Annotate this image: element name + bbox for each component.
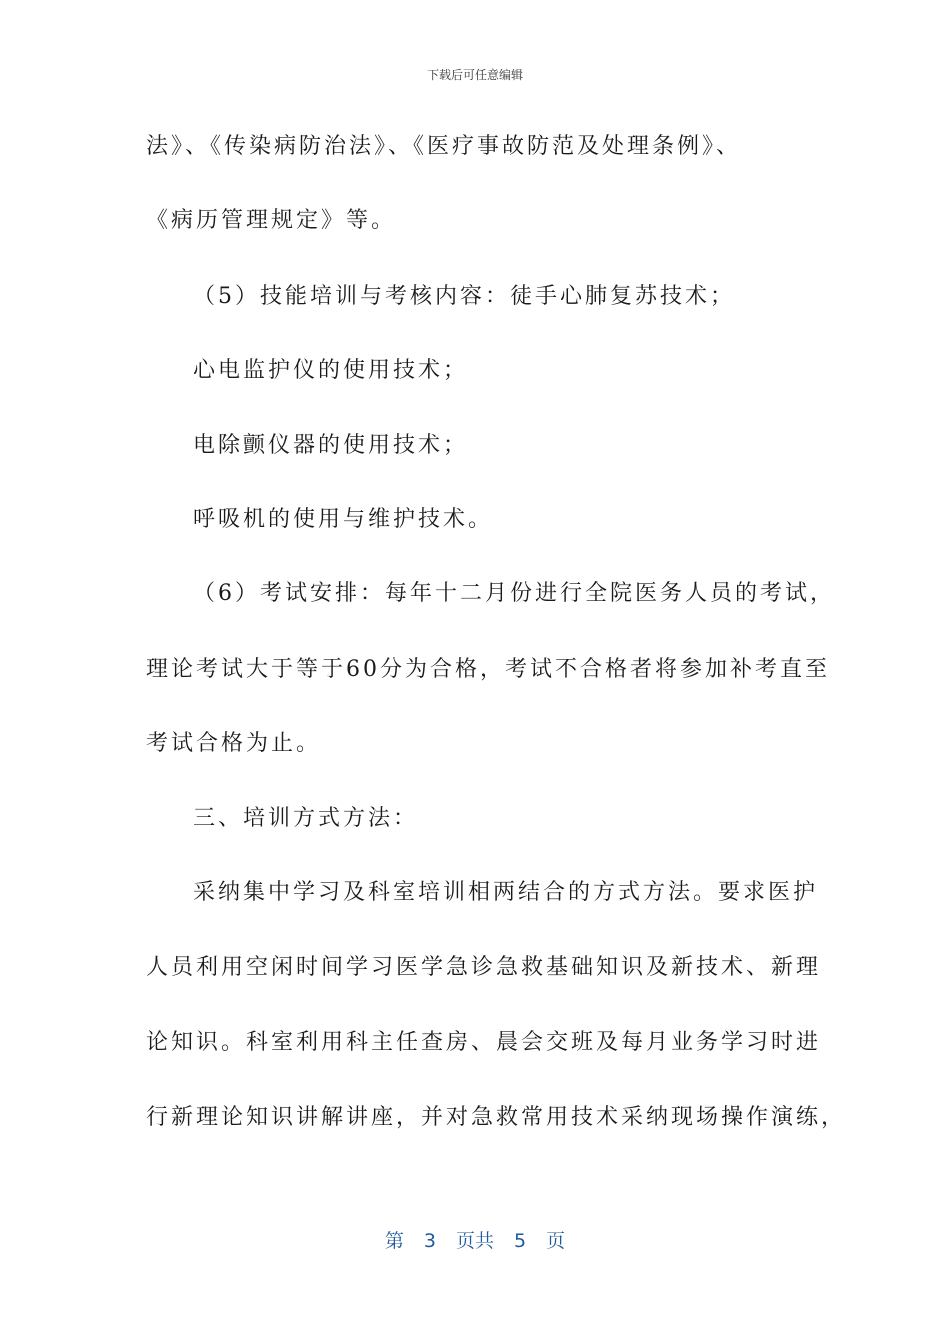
footer-current-page: 3 — [423, 1230, 436, 1252]
body-line-14: 行新理论知识讲解讲座，并对急救常用技术采纳现场操作演练， — [146, 1105, 847, 1130]
body-line-13: 论知识。科室利用科主任查房、晨会交班及每月业务学习时进 — [146, 1030, 822, 1055]
body-line-5: 电除颤仪器的使用技术； — [193, 433, 469, 458]
body-line-3: （5）技能培训与考核内容：徒手心肺复苏技术； — [193, 284, 735, 309]
page-footer — [0, 1226, 950, 1253]
body-line-2: 《病历管理规定》等。 — [146, 208, 397, 233]
footer-suffix: 页 — [546, 1230, 566, 1252]
body-line-4: 心电监护仪的使用技术； — [193, 358, 469, 383]
body-line-1: 法》、《传染病防治法》、《医疗事故防范及处理条例》、 — [146, 134, 742, 159]
body-line-8: 理论考试大于等于60分为合格，考试不合格者将参加补考直至 — [146, 657, 830, 682]
footer-middle: 页共 — [455, 1230, 494, 1252]
body-line-7: （6）考试安排：每年十二月份进行全院医务人员的考试， — [193, 581, 835, 606]
body-line-11: 采纳集中学习及科室培训相两结合的方式方法。要求医护 — [193, 880, 819, 905]
body-line-6: 呼吸机的使用与维护技术。 — [193, 507, 494, 532]
body-line-10: 三、培训方式方法： — [193, 806, 419, 831]
body-line-12: 人员利用空闲时间学习医学急诊急救基础知识及新技术、新理 — [146, 955, 822, 980]
header-note: 下载后可任意编辑 — [426, 68, 523, 82]
footer-total-pages: 5 — [514, 1230, 527, 1252]
body-line-9: 考试合格为止。 — [146, 731, 322, 756]
footer-prefix: 第 — [384, 1230, 404, 1252]
